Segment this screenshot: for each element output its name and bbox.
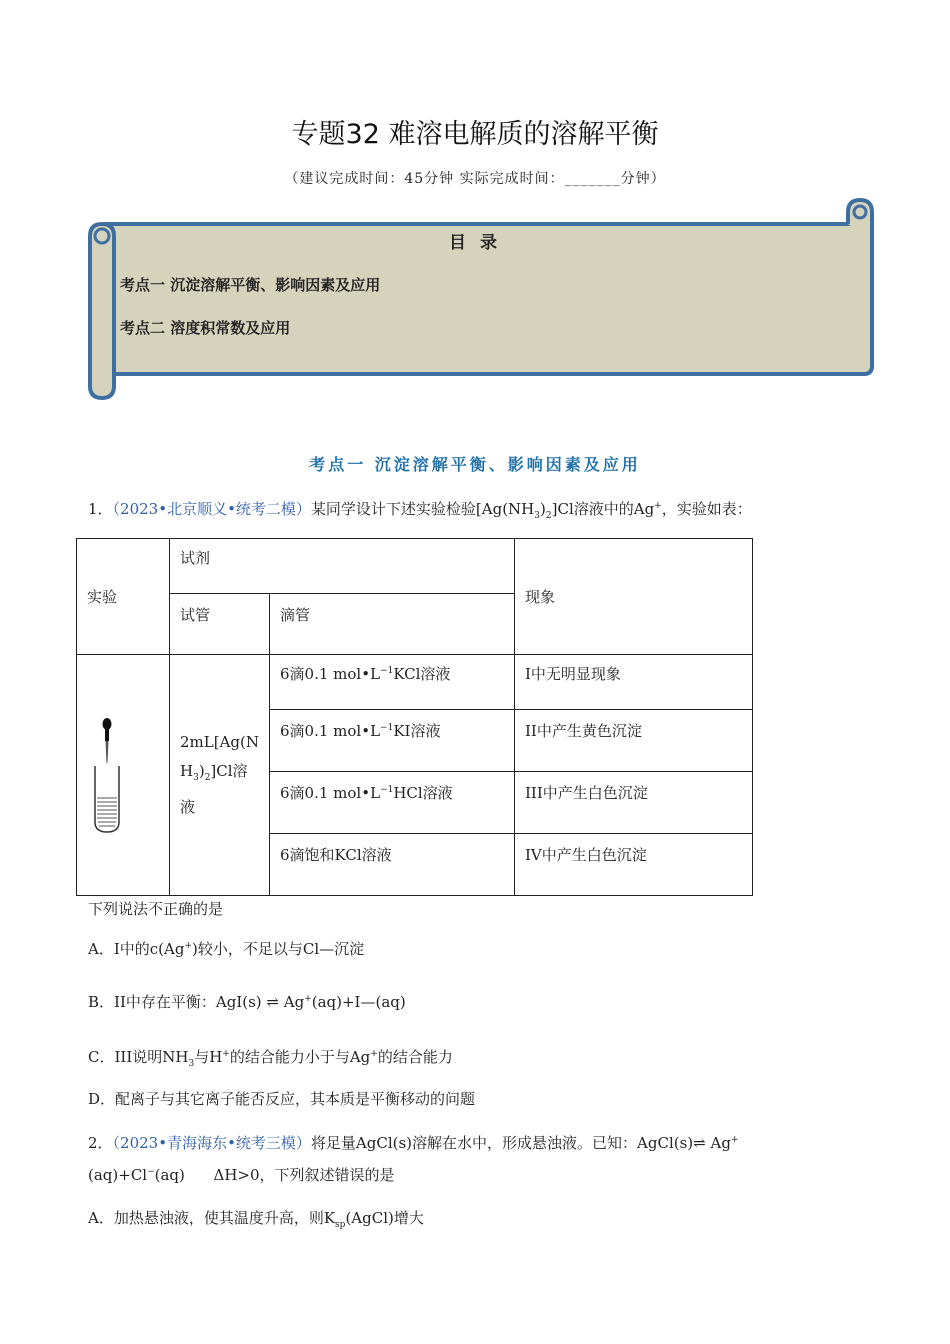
header-reagent: 试剂 — [170, 539, 515, 594]
equilibrium-arrow-icon: ⇌ — [693, 1134, 706, 1152]
q1-option-c[interactable]: C．III说明$NH_3$与H+的结合能力小于与Ag+的结合能力 — [88, 1048, 453, 1069]
toc-scroll-frame — [86, 196, 876, 400]
dropper-cell-4: 6滴饱和KCl溶液 — [270, 834, 515, 896]
page-subtitle: （建议完成时间：45分钟 实际完成时间：_______分钟） — [284, 171, 666, 187]
toc-item-1[interactable]: 考点一 沉淀溶解平衡、影响因素及应用 — [120, 276, 381, 294]
test-tube-icon — [77, 698, 149, 848]
page-title: 专题32 难溶电解质的溶解平衡 — [291, 119, 659, 150]
phenomenon-cell-4: IV中产生白色沉淀 — [515, 834, 753, 896]
dropper-cell-3: 6滴0.1 $mol•L^{-1}HCl$溶液 — [270, 772, 515, 834]
header-tube: 试管 — [170, 594, 270, 655]
q2-stem-line2: (aq)+Cl−(aq) ΔH>0，下列叙述错误的是 — [88, 1166, 395, 1184]
q2-option-a[interactable]: A．加热悬浊液，使其温度升高，则$K_{sp}(AgCl)$增大 — [88, 1209, 424, 1230]
toc-item-2[interactable]: 考点二 溶度积常数及应用 — [120, 319, 291, 337]
phenomenon-cell-2: II中产生黄色沉淀 — [515, 710, 753, 772]
q1-stem: 1．（2023•北京顺义•统考二模）某同学设计下述实验检验$[Ag(NH_3)_2]Cl$溶液中的Ag+，实验如表： — [88, 500, 752, 521]
experiment-table — [76, 538, 753, 896]
q1-prompt: 下列说法不正确的是 — [88, 900, 224, 918]
header-dropper: 滴管 — [270, 594, 515, 655]
header-phenomenon: 现象 — [515, 539, 753, 655]
header-experiment: 实验 — [77, 539, 170, 655]
dropper-cell-1: 6滴0.1 $mol•L^{-1}KCl$溶液 — [270, 655, 515, 710]
q2-source: （2023•青海海东•统考三模） — [112, 1134, 311, 1152]
section-heading: 考点一 沉淀溶解平衡、影响因素及应用 — [309, 455, 641, 474]
toc-heading: 目 录 — [449, 233, 501, 253]
q1-source: （2023•北京顺义•统考二模） — [112, 500, 311, 518]
q1-option-a[interactable]: A．I中的c(Ag+)较小，不足以与Cl—沉淀 — [88, 940, 365, 958]
q2-stem: 2．（2023•青海海东•统考三模）将足量AgCl(s)溶解在水中，形成悬浊液。已知：AgCl(s)⇌ Ag+ — [88, 1134, 739, 1152]
q1-option-d[interactable]: D．配离子与其它离子能否反应，其本质是平衡移动的问题 — [88, 1090, 476, 1108]
phenomenon-cell-3: III中产生白色沉淀 — [515, 772, 753, 834]
dropper-cell-2: 6滴0.1 $mol•L^{-1}KI$溶液 — [270, 710, 515, 772]
phenomenon-cell-1: I中无明显现象 — [515, 655, 753, 710]
q1-option-b[interactable]: B．II中存在平衡：AgI(s) ⇌ Ag+(aq)+I—(aq) — [88, 993, 406, 1011]
tube-reagent: 2mL[Ag(N $H_3)_2]Cl$溶 液 — [170, 655, 270, 896]
test-tube-cell — [77, 655, 170, 896]
